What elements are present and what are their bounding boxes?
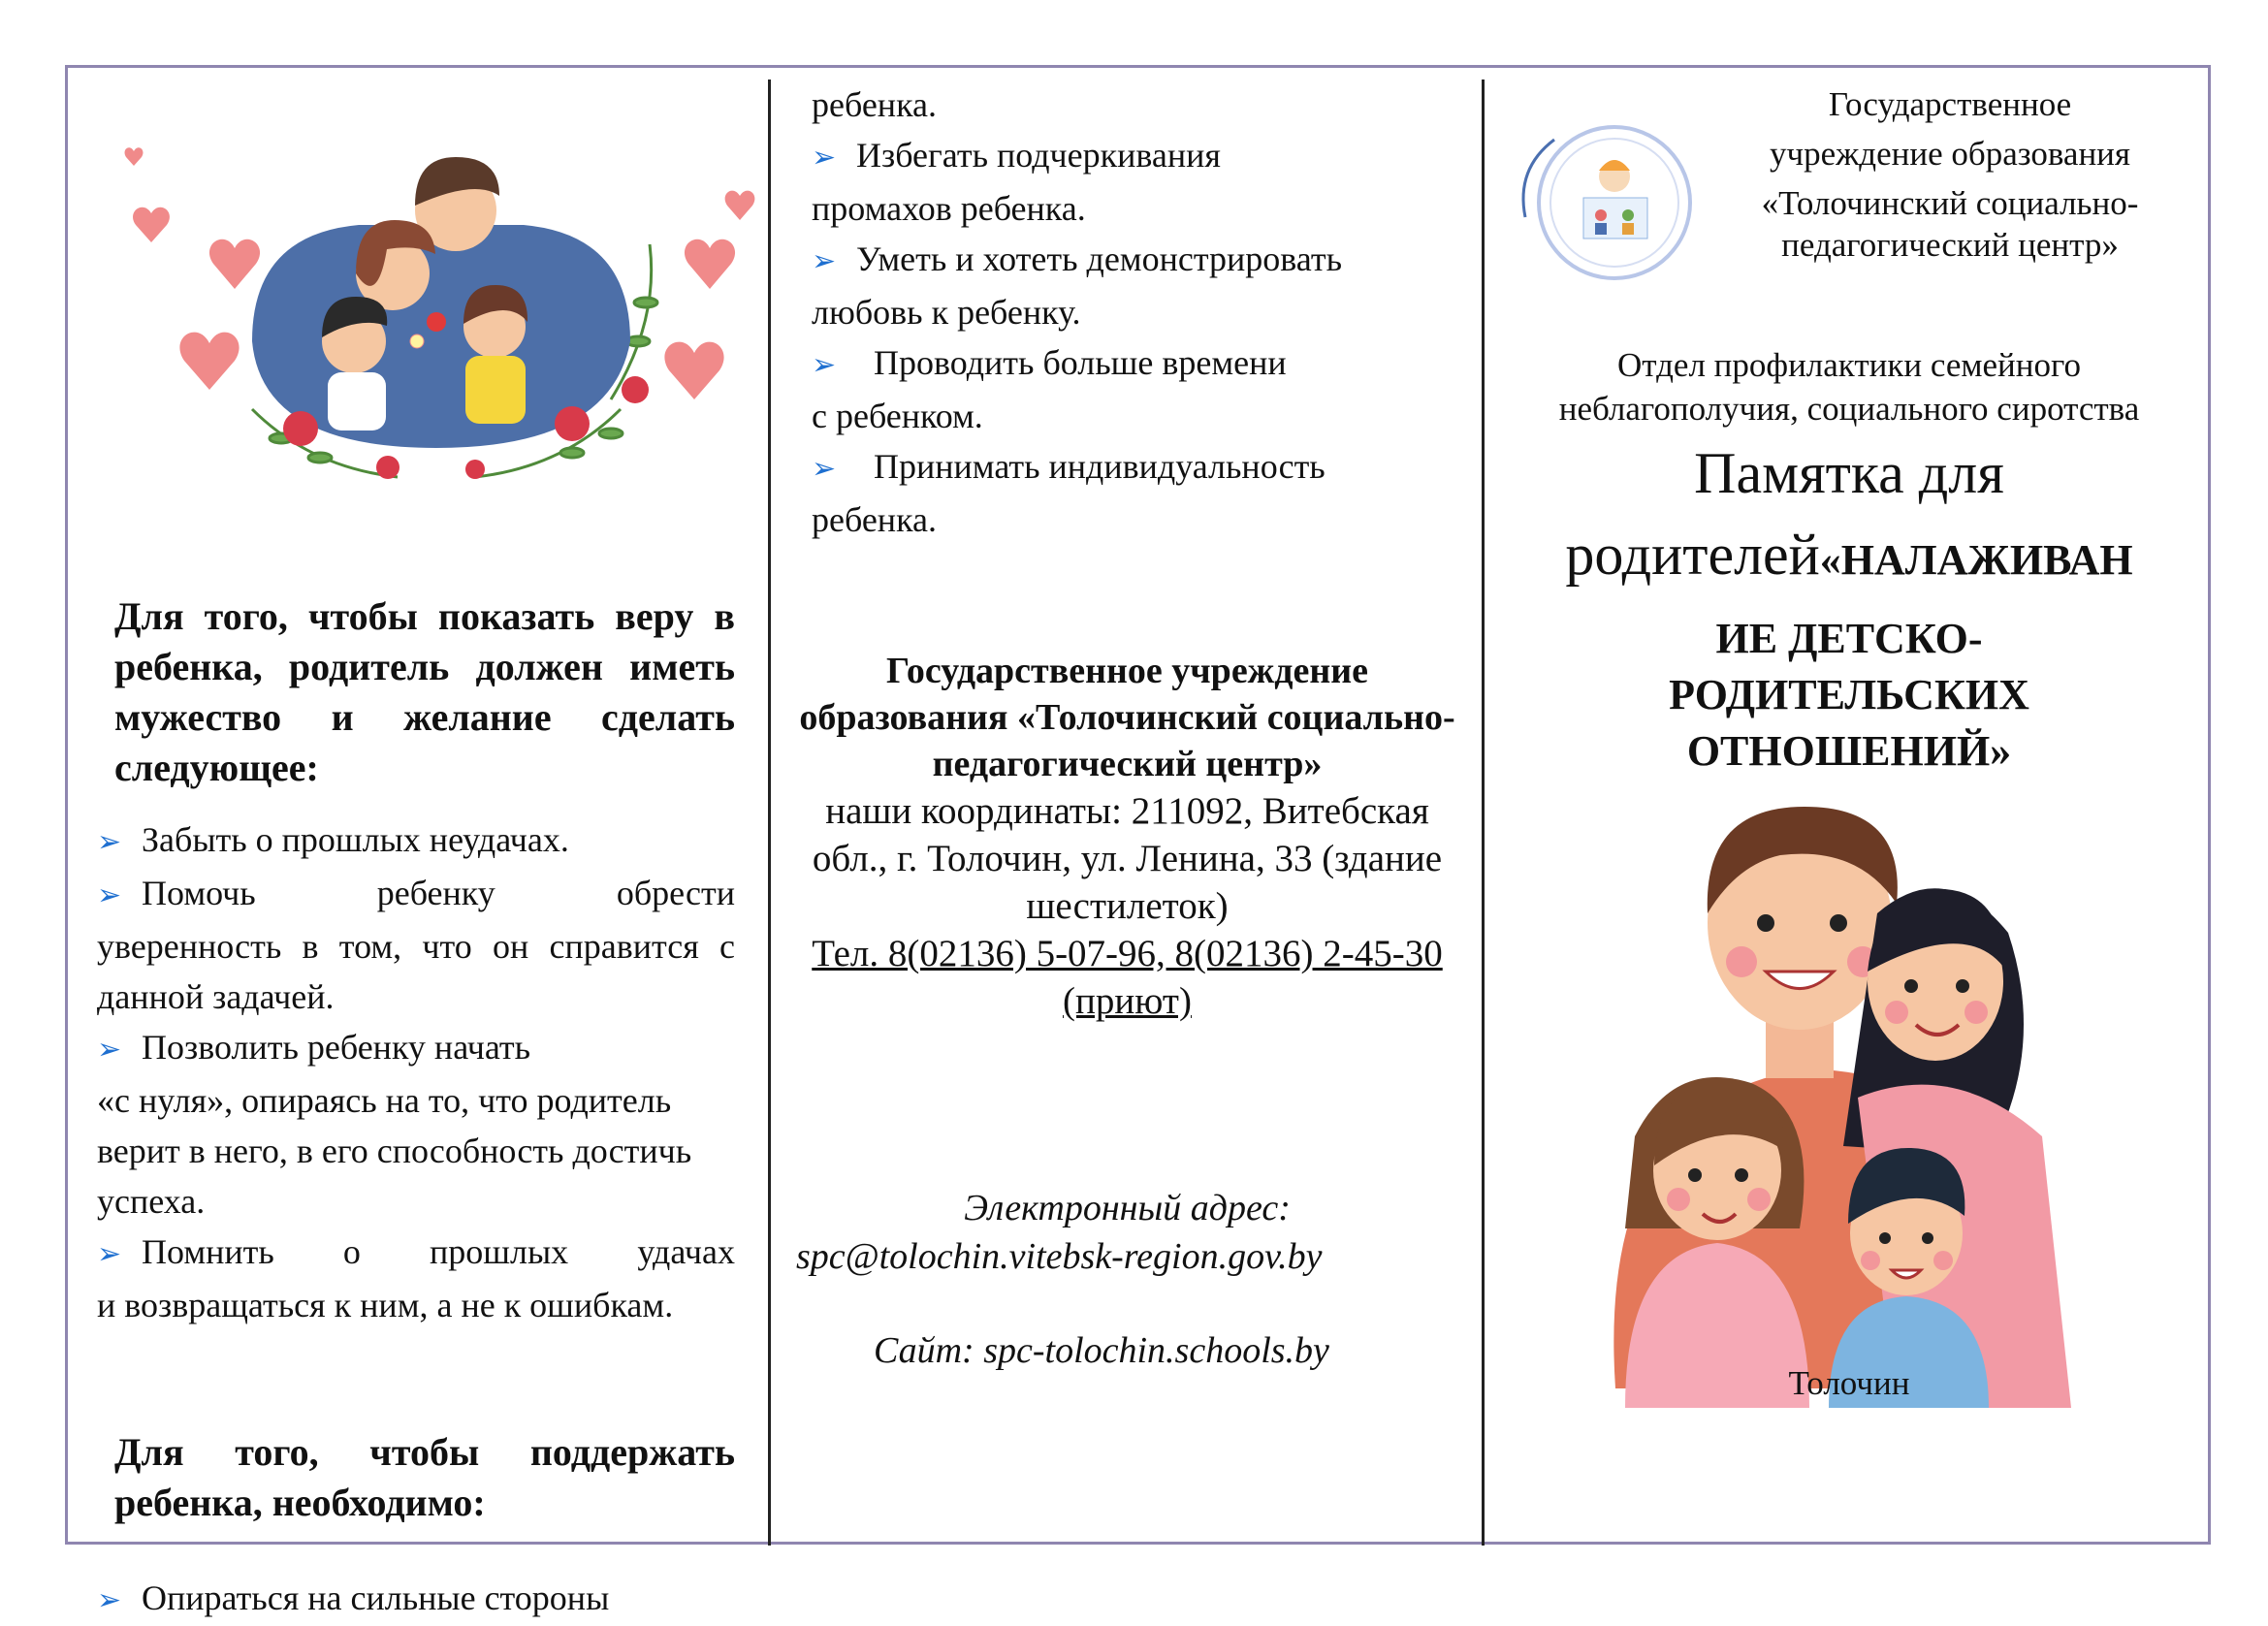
arrow-bullet-icon: ➢ [97,1033,122,1067]
middle-panel [768,80,1481,1546]
address: наши координаты: 211092, Витебская обл., г. Толочин, ул. Ленина, 33 (здание шестилеток) [812,790,1443,927]
arrow-bullet-icon: ➢ [812,244,837,278]
arrow-bullet-icon: ➢ [97,825,122,859]
org-name: Государственное учреждение образования «Толочинский социально-педагогический центр» [799,651,1455,784]
list-item: ➢ Проводить больше времени [812,337,1452,391]
org-header [1708,80,2192,270]
faith-heading: Для того, чтобы показать веру в ребенка, родитель должен иметь мужество и желание сделать следующее: [114,594,735,789]
title-line2: родителей«НАЛАЖИВАН [1565,523,2133,587]
center-logo [1506,101,1700,285]
list-item-cont: успеха. [97,1182,206,1221]
list-item-cont: верит в него, в его способность достичь [97,1132,692,1170]
title-caps: ИЕ ДЕТСКО- РОДИТЕЛЬСКИХ ОТНОШЕНИЙ» [1669,615,2029,775]
site-link[interactable]: Сайт: spc-tolochin.schools.by [874,1330,1329,1371]
arrow-bullet-icon: ➢ [812,452,837,486]
list-item: ➢ Опираться на сильные стороны [97,1573,735,1626]
support-heading: Для того, чтобы поддержать ребенка, необходимо: [114,1430,735,1524]
faith-list [97,814,735,1330]
list-item-cont: промахов ребенка. [812,189,1086,228]
list-item-cont: ребенка. [812,85,937,124]
arrow-bullet-icon: ➢ [97,1583,122,1617]
arrow-bullet-icon: ➢ [97,878,122,912]
list-item: ➢ Забыть о прошлых неудачах. [97,814,735,868]
tips-list [812,80,1452,545]
arrow-bullet-icon: ➢ [97,1237,122,1271]
family-illustration [1577,807,2120,1447]
email-label: Электронный адрес: [964,1188,1291,1228]
arrow-bullet-icon: ➢ [812,141,837,175]
list-item-cont: уверенность в том, что он справится с [97,927,735,966]
org-line: педагогический центр» [1781,226,2119,264]
list-item-cont: с ребенком. [812,397,983,435]
email-link[interactable]: spc@tolochin.vitebsk-region.gov.by [796,1236,1323,1277]
department: Отдел профилактики семейного неблагополучия, социального сиротства [1558,346,2140,428]
phone-link[interactable]: Тел. 8(02136) 5-07-96, 8(02136) 2-45-30 (приют) [812,933,1443,1022]
org-line: «Толочинский социально- [1761,184,2139,222]
right-panel [1482,80,2211,1546]
list-item-cont: данной задачей. [97,977,335,1016]
list-item: ➢ Принимать индивидуальность [812,441,1452,494]
list-item-cont: ребенка. [812,500,937,539]
list-item-cont: и возвращаться к ним, а не к ошибкам. [97,1286,674,1324]
list-item: ➢ Помнить о прошлых удачах [97,1227,735,1280]
list-item: ➢ Помочь ребенку обрести [97,868,735,921]
list-item-cont: любовь к ребенку. [812,293,1081,332]
left-panel [68,80,766,1617]
brochure-title [1494,432,2204,780]
org-line: учреждение образования [1769,135,2131,173]
org-line: Государственное [1828,85,2072,123]
arrow-bullet-icon: ➢ [812,348,837,382]
contacts-block [790,648,1464,1025]
family-hug-illustration [107,109,766,496]
list-item: ➢ Позволить ребенку начать [97,1022,735,1075]
list-item-cont: «с нуля», опираясь на то, что родитель [97,1081,672,1120]
list-item: ➢ Уметь и хотеть демонстрировать [812,234,1452,287]
list-item: ➢ Избегать подчеркивания [812,130,1452,183]
city-name: Толочин [1788,1364,1910,1402]
title-line1: Памятка для [1694,441,2004,505]
